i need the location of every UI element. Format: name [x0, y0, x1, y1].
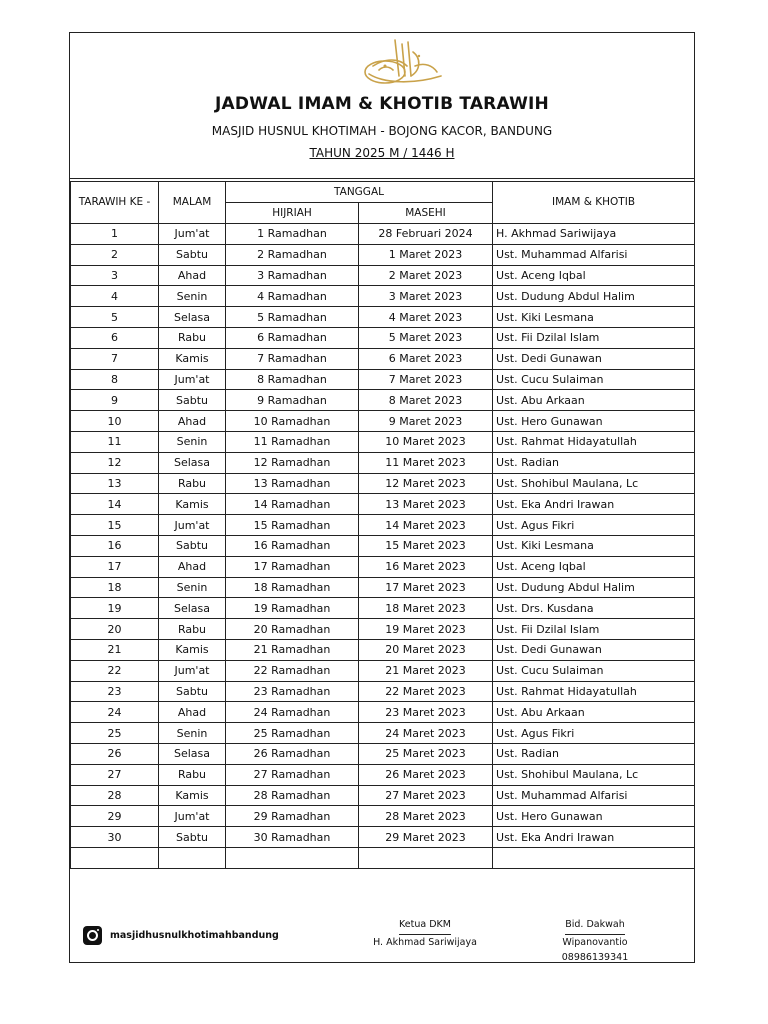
cell-hijriah: 19 Ramadhan	[226, 598, 359, 619]
cell-no: 30	[71, 827, 159, 848]
table-row	[71, 369, 695, 390]
cell-masehi: 16 Maret 2023	[359, 556, 493, 577]
cell-masehi: 7 Maret 2023	[359, 369, 493, 390]
cell-masehi: 25 Maret 2023	[359, 743, 493, 764]
cell-malam: Senin	[159, 431, 226, 452]
cell-empty	[493, 847, 695, 868]
cell-no: 17	[71, 556, 159, 577]
cell-masehi: 19 Maret 2023	[359, 619, 493, 640]
cell-no: 5	[71, 307, 159, 328]
cell-masehi: 17 Maret 2023	[359, 577, 493, 598]
cell-malam: Sabtu	[159, 390, 226, 411]
cell-masehi: 20 Maret 2023	[359, 639, 493, 660]
cell-masehi: 29 Maret 2023	[359, 827, 493, 848]
table-row	[71, 743, 695, 764]
cell-imam: Ust. Dudung Abdul Halim	[493, 286, 695, 307]
cell-no: 11	[71, 431, 159, 452]
page-title: JADWAL IMAM & KHOTIB TARAWIH	[215, 94, 549, 114]
cell-imam: Ust. Abu Arkaan	[493, 390, 695, 411]
footer-divider	[70, 868, 694, 869]
cell-imam: Ust. Fii Dzilal Islam	[493, 619, 695, 640]
page-subtitle: MASJID HUSNUL KHOTIMAH - BOJONG KACOR, BANDUNG	[211, 124, 553, 138]
cell-malam: Kamis	[159, 494, 226, 515]
cell-hijriah: 11 Ramadhan	[226, 431, 359, 452]
cell-malam: Senin	[159, 577, 226, 598]
table-row	[71, 598, 695, 619]
cell-hijriah: 24 Ramadhan	[226, 702, 359, 723]
table-row	[71, 286, 695, 307]
header-masehi: MASEHI	[359, 203, 493, 224]
cell-malam: Jum'at	[159, 660, 226, 681]
cell-imam: Ust. Dudung Abdul Halim	[493, 577, 695, 598]
cell-hijriah: 23 Ramadhan	[226, 681, 359, 702]
schedule-table	[70, 181, 695, 869]
cell-masehi: 18 Maret 2023	[359, 598, 493, 619]
header-malam: MALAM	[159, 182, 226, 224]
cell-masehi: 11 Maret 2023	[359, 452, 493, 473]
cell-imam: Ust. Aceng Iqbal	[493, 265, 695, 286]
table-row	[71, 577, 695, 598]
cell-malam: Rabu	[159, 619, 226, 640]
cell-no: 14	[71, 494, 159, 515]
cell-hijriah: 22 Ramadhan	[226, 660, 359, 681]
cell-malam: Kamis	[159, 785, 226, 806]
cell-masehi: 4 Maret 2023	[359, 307, 493, 328]
cell-no: 10	[71, 411, 159, 432]
cell-malam: Rabu	[159, 473, 226, 494]
cell-no: 27	[71, 764, 159, 785]
cell-malam: Kamis	[159, 639, 226, 660]
cell-malam: Ahad	[159, 411, 226, 432]
table-row	[71, 535, 695, 556]
header-imam: IMAM & KHOTIB	[493, 182, 695, 224]
cell-imam: Ust. Rahmat Hidayatullah	[493, 431, 695, 452]
table-row	[71, 639, 695, 660]
cell-masehi: 28 Maret 2023	[359, 806, 493, 827]
cell-imam: Ust. Eka Andri Irawan	[493, 827, 695, 848]
instagram-icon	[83, 926, 102, 945]
instagram-handle: masjidhusnulkhotimahbandung	[110, 930, 279, 941]
dakwah-name: Wipanovantio	[562, 937, 628, 948]
cell-empty	[226, 847, 359, 868]
table-row	[71, 224, 695, 245]
cell-masehi: 22 Maret 2023	[359, 681, 493, 702]
cell-masehi: 10 Maret 2023	[359, 431, 493, 452]
cell-hijriah: 30 Ramadhan	[226, 827, 359, 848]
cell-masehi: 6 Maret 2023	[359, 348, 493, 369]
cell-imam: Ust. Hero Gunawan	[493, 411, 695, 432]
cell-no: 19	[71, 598, 159, 619]
table-row	[71, 327, 695, 348]
cell-imam: Ust. Kiki Lesmana	[493, 307, 695, 328]
cell-imam: Ust. Radian	[493, 743, 695, 764]
cell-hijriah: 21 Ramadhan	[226, 639, 359, 660]
cell-masehi: 13 Maret 2023	[359, 494, 493, 515]
cell-malam: Ahad	[159, 702, 226, 723]
cell-masehi: 27 Maret 2023	[359, 785, 493, 806]
table-row	[71, 827, 695, 848]
cell-malam: Senin	[159, 723, 226, 744]
table-row	[71, 390, 695, 411]
cell-malam: Rabu	[159, 327, 226, 348]
cell-no: 3	[71, 265, 159, 286]
cell-imam: Ust. Kiki Lesmana	[493, 535, 695, 556]
cell-imam: Ust. Aceng Iqbal	[493, 556, 695, 577]
table-row	[71, 556, 695, 577]
cell-imam: Ust. Hero Gunawan	[493, 806, 695, 827]
cell-empty	[71, 847, 159, 868]
dakwah-role: Bid. Dakwah	[565, 917, 624, 935]
cell-no: 13	[71, 473, 159, 494]
ketua-role: Ketua DKM	[399, 917, 451, 935]
table-row	[71, 619, 695, 640]
cell-imam: Ust. Cucu Sulaiman	[493, 369, 695, 390]
cell-imam: Ust. Dedi Gunawan	[493, 348, 695, 369]
cell-hijriah: 8 Ramadhan	[226, 369, 359, 390]
cell-malam: Senin	[159, 286, 226, 307]
table-row	[71, 244, 695, 265]
dakwah-phone: 08986139341	[561, 952, 629, 963]
cell-malam: Sabtu	[159, 681, 226, 702]
cell-malam: Jum'at	[159, 224, 226, 245]
cell-imam: Ust. Agus Fikri	[493, 515, 695, 536]
cell-malam: Kamis	[159, 348, 226, 369]
table-row	[71, 265, 695, 286]
table-row	[71, 307, 695, 328]
header-hijriah: HIJRIAH	[226, 203, 359, 224]
table-row	[71, 473, 695, 494]
cell-hijriah: 18 Ramadhan	[226, 577, 359, 598]
cell-hijriah: 5 Ramadhan	[226, 307, 359, 328]
cell-malam: Selasa	[159, 452, 226, 473]
instagram-link[interactable]	[83, 926, 279, 945]
cell-malam: Ahad	[159, 265, 226, 286]
cell-imam: Ust. Radian	[493, 452, 695, 473]
cell-hijriah: 12 Ramadhan	[226, 452, 359, 473]
ketua-name: H. Akhmad Sariwijaya	[373, 937, 477, 948]
signature-dakwah	[540, 917, 650, 965]
cell-no: 9	[71, 390, 159, 411]
cell-no: 25	[71, 723, 159, 744]
cell-malam: Jum'at	[159, 806, 226, 827]
cell-malam: Selasa	[159, 743, 226, 764]
table-row	[71, 764, 695, 785]
cell-hijriah: 15 Ramadhan	[226, 515, 359, 536]
cell-no: 22	[71, 660, 159, 681]
calligraphy-emblem-icon	[355, 36, 445, 90]
cell-no: 24	[71, 702, 159, 723]
cell-no: 28	[71, 785, 159, 806]
cell-hijriah: 16 Ramadhan	[226, 535, 359, 556]
cell-malam: Selasa	[159, 598, 226, 619]
cell-no: 15	[71, 515, 159, 536]
cell-masehi: 14 Maret 2023	[359, 515, 493, 536]
cell-hijriah: 26 Ramadhan	[226, 743, 359, 764]
cell-hijriah: 25 Ramadhan	[226, 723, 359, 744]
cell-masehi: 1 Maret 2023	[359, 244, 493, 265]
cell-masehi: 3 Maret 2023	[359, 286, 493, 307]
cell-masehi: 26 Maret 2023	[359, 764, 493, 785]
cell-masehi: 28 Februari 2024	[359, 224, 493, 245]
cell-imam: Ust. Fii Dzilal Islam	[493, 327, 695, 348]
cell-malam: Sabtu	[159, 244, 226, 265]
cell-hijriah: 28 Ramadhan	[226, 785, 359, 806]
cell-imam: Ust. Dedi Gunawan	[493, 639, 695, 660]
cell-no: 21	[71, 639, 159, 660]
cell-no: 2	[71, 244, 159, 265]
cell-masehi: 21 Maret 2023	[359, 660, 493, 681]
cell-no: 29	[71, 806, 159, 827]
cell-hijriah: 20 Ramadhan	[226, 619, 359, 640]
cell-imam: Ust. Muhammad Alfarisi	[493, 785, 695, 806]
cell-hijriah: 14 Ramadhan	[226, 494, 359, 515]
cell-malam: Rabu	[159, 764, 226, 785]
cell-no: 8	[71, 369, 159, 390]
cell-masehi: 8 Maret 2023	[359, 390, 493, 411]
cell-no: 23	[71, 681, 159, 702]
cell-malam: Selasa	[159, 307, 226, 328]
cell-hijriah: 3 Ramadhan	[226, 265, 359, 286]
table-row	[71, 723, 695, 744]
cell-masehi: 2 Maret 2023	[359, 265, 493, 286]
cell-hijriah: 13 Ramadhan	[226, 473, 359, 494]
cell-imam: Ust. Cucu Sulaiman	[493, 660, 695, 681]
cell-imam: Ust. Rahmat Hidayatullah	[493, 681, 695, 702]
cell-empty	[159, 847, 226, 868]
cell-imam: Ust. Shohibul Maulana, Lc	[493, 473, 695, 494]
cell-malam: Ahad	[159, 556, 226, 577]
cell-hijriah: 7 Ramadhan	[226, 348, 359, 369]
table-row	[71, 452, 695, 473]
table-row	[71, 681, 695, 702]
cell-masehi: 23 Maret 2023	[359, 702, 493, 723]
cell-hijriah: 2 Ramadhan	[226, 244, 359, 265]
table-row	[71, 660, 695, 681]
table-row	[71, 431, 695, 452]
cell-malam: Jum'at	[159, 369, 226, 390]
cell-imam: H. Akhmad Sariwijaya	[493, 224, 695, 245]
cell-hijriah: 29 Ramadhan	[226, 806, 359, 827]
table-row	[71, 806, 695, 827]
cell-no: 6	[71, 327, 159, 348]
cell-hijriah: 4 Ramadhan	[226, 286, 359, 307]
schedule-body	[71, 224, 695, 869]
table-row	[71, 348, 695, 369]
cell-hijriah: 1 Ramadhan	[226, 224, 359, 245]
cell-hijriah: 10 Ramadhan	[226, 411, 359, 432]
cell-imam: Ust. Agus Fikri	[493, 723, 695, 744]
header-tarawih: TARAWIH KE -	[71, 182, 159, 224]
cell-masehi: 9 Maret 2023	[359, 411, 493, 432]
cell-no: 20	[71, 619, 159, 640]
cell-hijriah: 27 Ramadhan	[226, 764, 359, 785]
cell-no: 1	[71, 224, 159, 245]
cell-masehi: 15 Maret 2023	[359, 535, 493, 556]
header-tanggal: TANGGAL	[226, 182, 493, 203]
cell-masehi: 24 Maret 2023	[359, 723, 493, 744]
table-row	[71, 494, 695, 515]
cell-imam: Ust. Abu Arkaan	[493, 702, 695, 723]
cell-empty	[359, 847, 493, 868]
cell-imam: Ust. Muhammad Alfarisi	[493, 244, 695, 265]
cell-imam: Ust. Eka Andri Irawan	[493, 494, 695, 515]
cell-malam: Sabtu	[159, 827, 226, 848]
year-label: TAHUN 2025 M / 1446 H	[309, 146, 455, 160]
cell-malam: Jum'at	[159, 515, 226, 536]
table-row	[71, 515, 695, 536]
signature-ketua	[360, 917, 490, 950]
cell-no: 18	[71, 577, 159, 598]
cell-hijriah: 9 Ramadhan	[226, 390, 359, 411]
table-row	[71, 785, 695, 806]
cell-no: 16	[71, 535, 159, 556]
cell-no: 4	[71, 286, 159, 307]
header-divider	[70, 178, 694, 179]
cell-imam: Ust. Shohibul Maulana, Lc	[493, 764, 695, 785]
table-row-empty	[71, 847, 695, 868]
cell-imam: Ust. Drs. Kusdana	[493, 598, 695, 619]
table-row	[71, 702, 695, 723]
table-row	[71, 411, 695, 432]
cell-no: 26	[71, 743, 159, 764]
cell-no: 7	[71, 348, 159, 369]
cell-hijriah: 17 Ramadhan	[226, 556, 359, 577]
cell-no: 12	[71, 452, 159, 473]
cell-masehi: 12 Maret 2023	[359, 473, 493, 494]
cell-masehi: 5 Maret 2023	[359, 327, 493, 348]
cell-malam: Sabtu	[159, 535, 226, 556]
cell-hijriah: 6 Ramadhan	[226, 327, 359, 348]
